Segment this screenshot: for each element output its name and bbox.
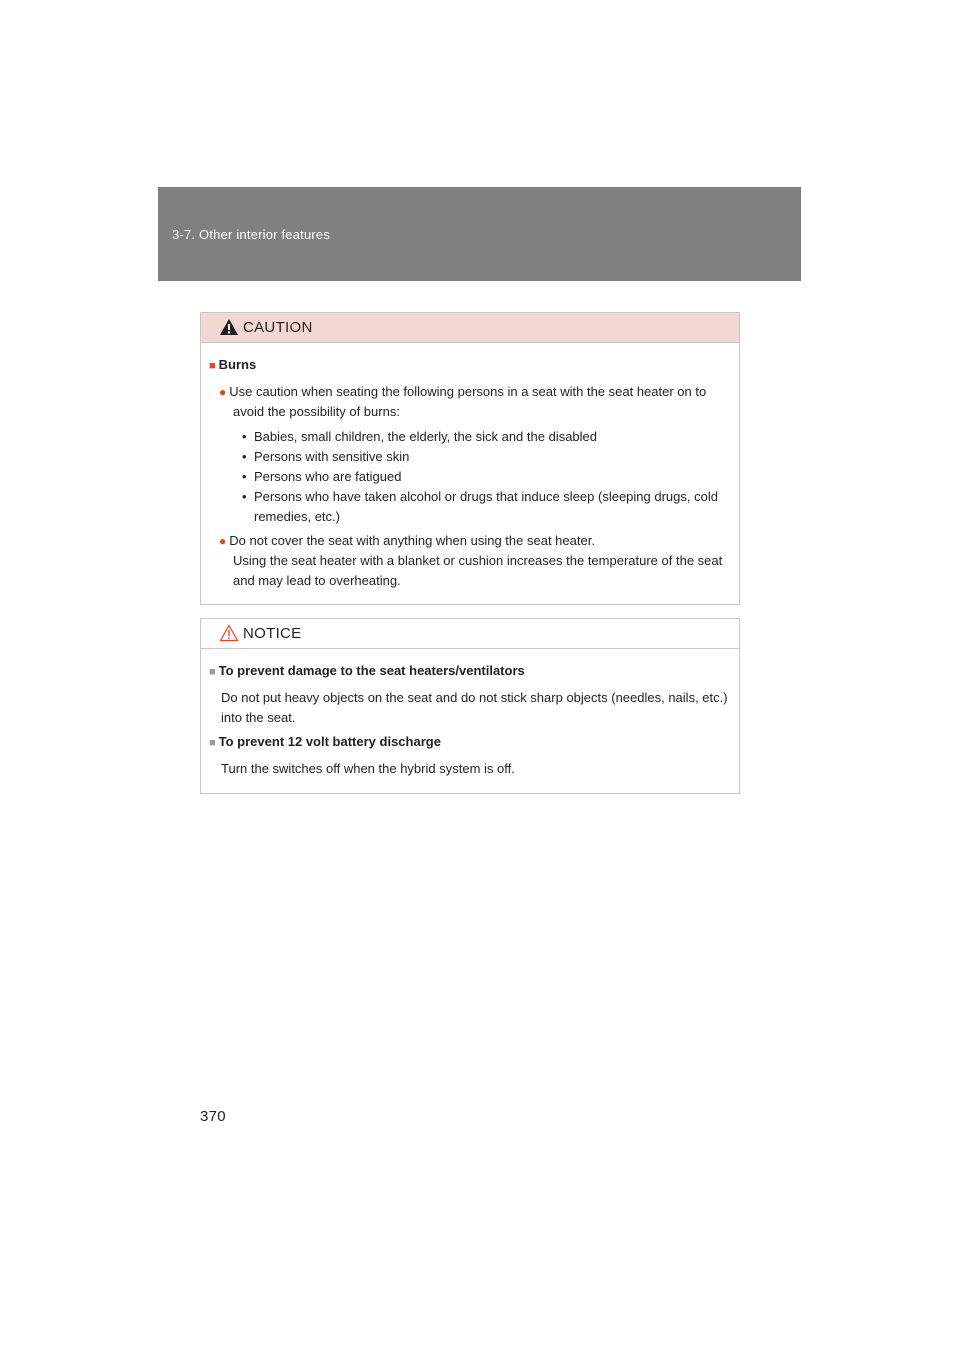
notice-box — [200, 618, 740, 794]
section-header-band — [158, 187, 801, 281]
caution-title: CAUTION — [243, 319, 313, 336]
caution-box — [200, 312, 740, 605]
notice-subheading — [209, 732, 731, 753]
list-item: • Persons with sensitive skin — [209, 447, 731, 467]
notice-text: Do not put heavy objects on the seat and do not stick sharp objects (needles, nails, etc.) into the seat. — [221, 690, 728, 725]
caution-sub-list — [209, 427, 731, 527]
warning-triangle-outline-icon — [219, 624, 239, 642]
notice-text: Turn the switches off when the hybrid system is off. — [221, 761, 515, 776]
circle-bullet-icon: ● — [219, 385, 227, 399]
notice-subheading-text: To prevent 12 volt battery discharge — [218, 734, 441, 749]
caution-bullet-text: Use caution when seating the following persons in a seat with the seat heater on to avoid the possibility of burns: — [229, 384, 707, 419]
warning-triangle-icon — [219, 318, 239, 336]
list-item: • Persons who have taken alcohol or drugs that induce sleep (sleeping drugs, cold remedies, etc.) — [209, 487, 731, 527]
circle-bullet-icon: ● — [219, 534, 227, 548]
notice-title: NOTICE — [243, 625, 302, 642]
caution-header — [201, 313, 739, 343]
notice-subheading — [209, 661, 731, 682]
caution-subheading-text: Burns — [218, 357, 257, 372]
list-item: • Persons who are fatigued — [209, 467, 731, 487]
square-bullet-icon: ■ — [209, 666, 216, 678]
notice-subheading-text: To prevent damage to the seat heaters/ventilators — [218, 663, 525, 678]
square-bullet-icon: ■ — [209, 737, 216, 749]
caution-bullet — [209, 531, 731, 551]
caution-bullet — [209, 382, 731, 422]
square-bullet-icon: ■ — [209, 360, 216, 372]
section-title: 3-7. Other interior features — [172, 227, 331, 242]
caution-bullet-text: Do not cover the seat with anything when using the seat heater. — [229, 533, 595, 548]
list-item: • Babies, small children, the elderly, the sick and the disabled — [209, 427, 731, 447]
page-number: 370 — [200, 1108, 226, 1125]
notice-header — [201, 619, 739, 649]
caution-subheading — [209, 355, 731, 376]
caution-bullet-continuation: Using the seat heater with a blanket or cushion increases the temperature of the seat and may lead to overheating. — [233, 553, 723, 588]
